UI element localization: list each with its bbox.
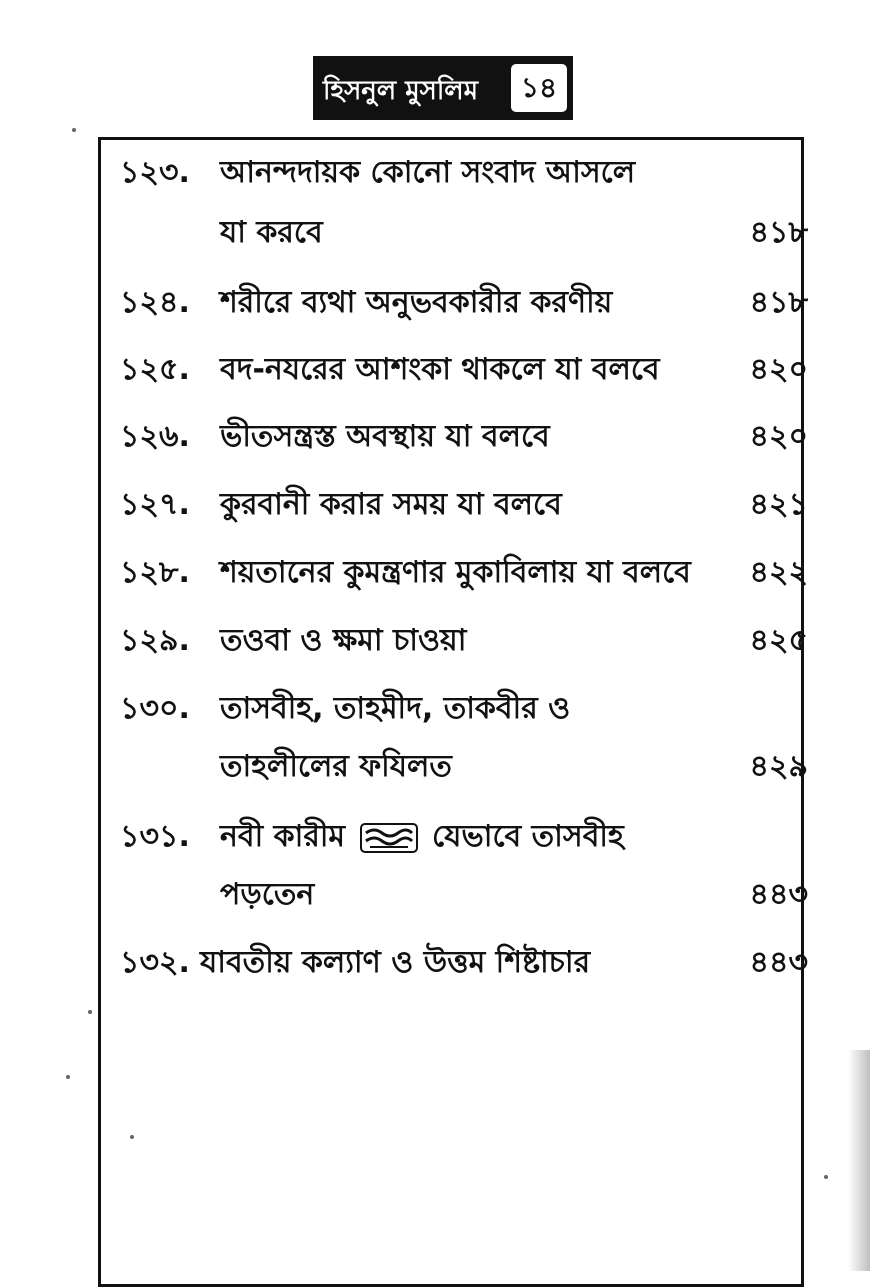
entry-number: ১৩১. (120, 819, 190, 854)
entry-number: ১২৩. (120, 155, 190, 190)
entry-page: ৪২০ (749, 419, 808, 454)
entry-title-part1: নবী কারীম (220, 819, 346, 854)
scan-speck (88, 1010, 92, 1014)
entry-title: তাসবীহ, তাহমীদ, তাকবীর ও (220, 691, 571, 726)
running-header (313, 56, 573, 120)
entry-title-line2: পড়তেন (220, 877, 315, 912)
entry-title-line2: তাহলীলের ফযিলত (220, 749, 452, 784)
entry-number: ১২৭. (120, 487, 190, 522)
entry-title-part2: যেভাবে তাসবীহ (431, 819, 624, 854)
entry-title: আনন্দদায়ক কোনো সংবাদ আসলে (220, 155, 636, 190)
entry-title: ভীতসন্ত্রস্ত অবস্থায় যা বলবে (220, 419, 550, 454)
entry-number: ১২৬. (120, 419, 190, 454)
page-number: ১৪ (511, 64, 567, 112)
entry-page: ৪২০ (749, 352, 808, 387)
entry-number: ১৩২. (120, 945, 190, 980)
scan-speck (72, 128, 76, 132)
entry-number: ১৩০. (120, 691, 190, 726)
entry-title (220, 812, 624, 863)
salawat-calligraphy-icon (360, 823, 418, 853)
entry-page: ৪১৮ (749, 215, 808, 250)
scan-speck (66, 1075, 70, 1079)
entry-number: ১২৯. (120, 623, 190, 658)
page-edge-shadow (848, 1050, 870, 1271)
entry-title: শরীরে ব্যথা অনুভবকারীর করণীয় (220, 285, 613, 320)
entry-title: বদ-নযরের আশংকা থাকলে যা বলবে (220, 352, 660, 387)
entry-page: ৪২৫ (749, 623, 808, 658)
entry-title-line2: যা করবে (220, 215, 323, 250)
entry-number: ১২৫. (120, 352, 190, 387)
entry-page: ৪২১ (749, 487, 808, 522)
entry-number: ১২৪. (120, 285, 190, 320)
entry-page: ৪২২ (749, 555, 808, 590)
scan-speck (824, 1175, 828, 1179)
entry-number: ১২৮. (120, 555, 190, 590)
entry-title: শয়তানের কুমন্ত্রণার মুকাবিলায় যা বলবে (220, 555, 691, 590)
scan-speck (130, 1135, 134, 1139)
entry-title: যাবতীয় কল্যাণ ও উত্তম শিষ্টাচার (200, 945, 591, 980)
entry-title: কুরবানী করার সময় যা বলবে (220, 487, 562, 522)
entry-page: ৪২৯ (749, 749, 808, 784)
entry-page: ৪১৮ (749, 285, 808, 320)
book-title: হিসনুল মুসলিম (323, 76, 479, 106)
entry-page: ৪৪৩ (749, 877, 808, 912)
entry-page: ৪৪৩ (749, 945, 808, 980)
entry-title: তওবা ও ক্ষমা চাওয়া (220, 623, 467, 658)
